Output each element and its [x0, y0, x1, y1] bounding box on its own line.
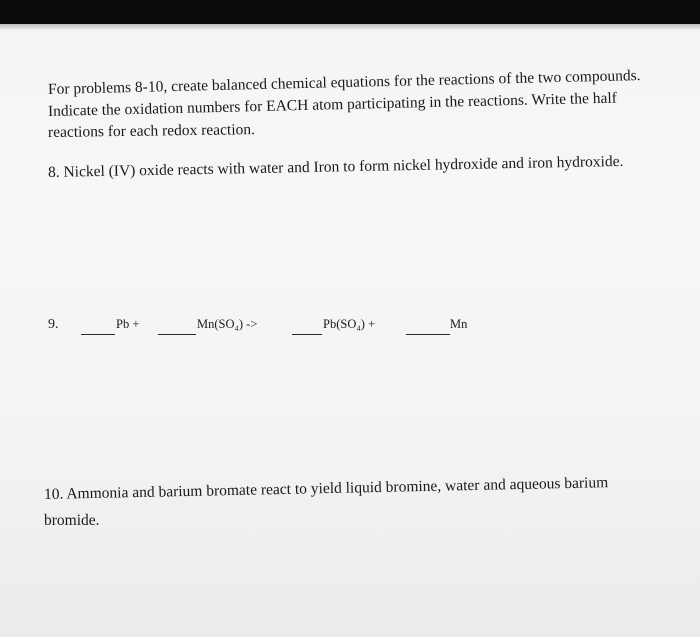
problem-8-text: 8. Nickel (IV) oxide reacts with water and Iron to form nickel hydroxide and iron hydroxide. [47, 152, 624, 181]
reactant-mnso4: Mn(SO₄) -> [197, 317, 258, 331]
problem-9-equation [48, 315, 488, 339]
problem-9-number: 9. [48, 317, 59, 332]
paper-top-edge [0, 24, 700, 30]
problem-10-line-2: bromide. [44, 512, 100, 529]
instructions-line-3: reactions for each redox reaction. [47, 121, 256, 141]
coefficient-blank-3[interactable] [292, 334, 322, 335]
reactant-pb: Pb + [116, 317, 140, 331]
coefficient-blank-2[interactable] [158, 334, 196, 335]
product-pbso4: Pb(SO₄) + [323, 317, 376, 331]
problem-10-line-1: 10. Ammonia and barium bromate react to yield liquid bromine, water and aqueous barium [43, 474, 609, 503]
instructions-line-1: For problems 8-10, create balanced chemical equations for the reactions of the two compounds. [47, 67, 641, 98]
product-mn: Mn [450, 317, 468, 331]
coefficient-blank-4[interactable] [406, 334, 450, 335]
dark-top-border [0, 0, 700, 24]
instructions-line-2: Indicate the oxidation numbers for EACH atom participating in the reactions. Write the half [47, 89, 618, 120]
coefficient-blank-1[interactable] [81, 334, 115, 335]
